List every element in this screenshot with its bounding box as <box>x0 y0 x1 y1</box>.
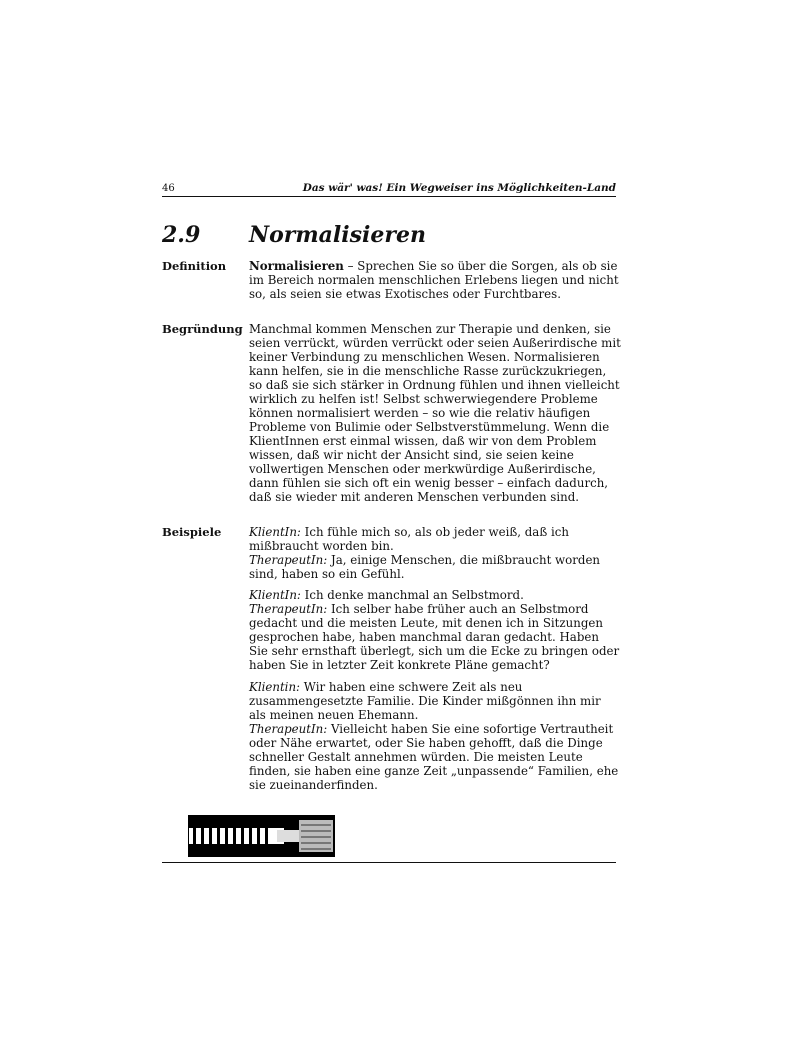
example-2-client <box>249 588 621 602</box>
utterance: Ich denke manchmal an Selbstmord. <box>300 588 524 602</box>
screw-graphic <box>188 815 335 857</box>
footer-rule <box>162 862 616 863</box>
example-1-client <box>249 525 621 553</box>
screw-icon <box>189 816 334 856</box>
definition-term: Normalisieren <box>249 259 344 273</box>
utterance: Vielleicht haben Sie eine sofortige Vertrautheit oder Nähe erwartet, oder Sie haben gehofft, daß die Dinge schneller Gestalt annehmen würden. Die meisten Leute finden, sie haben eine ganze Zeit „unpassende“ Familien, ehe sie zueinanderfinden. <box>249 722 619 792</box>
utterance: Ich selber habe früher auch an Selbstmord gedacht und die meisten Leute, mit denen ich in Sitzungen gesprochen habe, haben manchmal daran gedacht. Haben Sie sehr ernsthaft überlegt, sich um die Ecke zu bringen oder haben Sie in letzter Zeit konkrete Pläne gemacht? <box>249 602 620 672</box>
begruendung-paragraph: Manchmal kommen Menschen zur Therapie und denken, sie seien verrückt, würden verrückt oder seien Außerirdische mit keiner Verbindung zu menschlichen Wesen. Normalisieren kann helfen, sie in die menschliche Rasse zurückzukriegen, so daß sie sich stärker in Ordnung fühlen und ihnen vielleicht wirklich zu helfen ist! Selbst schwerwiegendere Probleme können normalisiert werden – so wie die relativ häufigen Probleme von Bulimie oder Selbstverstümmelung. Wenn die KlientInnen erst einmal wissen, daß wir von dem Problem wissen, daß wir nicht der Ansicht sind, sie seien keine vollwertigen Menschen oder merkwürdige Außerirdische, dann fühlen sie sich oft ein wenig besser – einfach dadurch, daß sie wieder mit anderen Menschen verbunden sind. <box>249 322 621 504</box>
example-3-client <box>249 680 621 722</box>
speaker-label: TherapeutIn: <box>249 553 328 567</box>
begruendung-text <box>249 322 621 504</box>
running-title: Das wär' was! Ein Wegweiser ins Möglichkeiten-Land <box>302 182 616 194</box>
utterance: Wir haben eine schwere Zeit als neu zusammengesetzte Familie. Die Kinder mißgönnen ihn mir als meinen neuen Ehemann. <box>249 680 601 722</box>
definition-body: – Sprechen Sie so über die Sorgen, als ob sie im Bereich normalen menschlichen Erlebens liegen und nicht so, als seien sie etwas Exotisches oder Furchtbares. <box>249 259 619 301</box>
speaker-label: TherapeutIn: <box>249 602 328 616</box>
speaker-label: KlientIn: <box>249 588 301 602</box>
utterance: Ja, einige Menschen, die mißbraucht worden sind, haben so ein Gefühl. <box>249 553 601 581</box>
page-number: 46 <box>162 183 175 194</box>
example-3-therapist <box>249 722 621 792</box>
beispiele-label: Beispiele <box>162 525 222 539</box>
speaker-label: Klientin: <box>249 680 301 694</box>
example-2-therapist <box>249 602 621 672</box>
header-rule <box>162 196 616 197</box>
speaker-label: TherapeutIn: <box>249 722 328 736</box>
speaker-label: KlientIn: <box>249 525 301 539</box>
section-title: Normalisieren <box>249 222 426 248</box>
definition-text <box>249 259 621 301</box>
utterance: Ich fühle mich so, als ob jeder weiß, daß ich mißbraucht worden bin. <box>249 525 569 553</box>
begruendung-label: Begründung <box>162 322 243 336</box>
example-1 <box>249 525 621 581</box>
example-1-therapist <box>249 553 621 581</box>
definition-label: Definition <box>162 259 227 273</box>
example-2 <box>249 588 621 672</box>
example-3 <box>249 680 621 792</box>
section-number: 2.9 <box>162 222 201 248</box>
